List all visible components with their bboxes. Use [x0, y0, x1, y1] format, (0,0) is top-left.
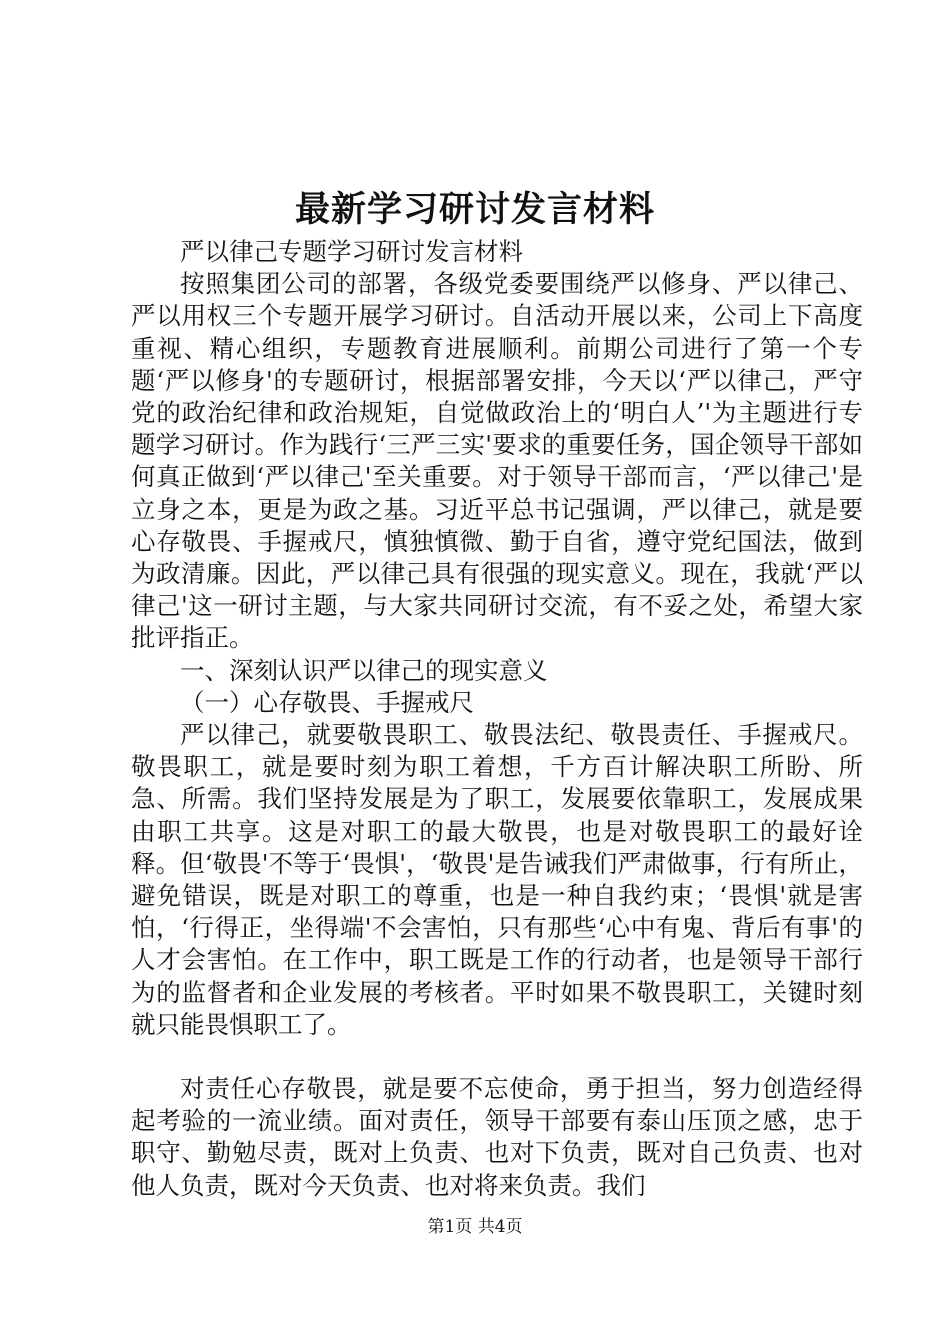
document-body [131, 236, 863, 1202]
body-paragraph: 按照集团公司的部署，各级党委要围绕严以修身、严以律己、严以用权三个专题开展学习研讨。自活动开展以来，公司上下高度重视、精心组织，专题教育进展顺利。前期公司进行了第一个专题‘严以修身'的专题研讨，根据部署安排，今天以‘严以律己，严守党的政治纪律和政治规矩，自觉做政治上的‘明白人’'为主题进行专题学习研讨。作为践行‘三严三实'要求的重要任务，国企领导干部如何真正做到‘严以律己'至关重要。对于领导干部而言，‘严以律己'是立身之本，更是为政之基。习近平总书记强调，严以律己，就是要心存敬畏、手握戒尺，慎独慎微、勤于自省，遵守党纪国法，做到为政清廉。因此，严以律己具有很强的现实意义。现在，我就‘严以律己'这一研讨主题，与大家共同研讨交流，有不妥之处，希望大家批评指正。 [131, 269, 863, 653]
document-title: 最新学习研讨发言材料 [294, 189, 655, 230]
body-paragraph: 对责任心存敬畏，就是要不忘使命，勇于担当，努力创造经得起考验的一流业绩。面对责任，领导干部要有泰山压顶之感，忠于职守、勤勉尽责，既对上负责、也对下负责，既对自己负责、也对他人负责，既对今天负责、也对将来负责。我们 [131, 1074, 863, 1200]
subtitle-paragraph: 严以律己专题学习研讨发言材料 [180, 237, 523, 266]
page-footer: 第1页 共4页 [427, 1217, 523, 1237]
subsection-heading: （一）心存敬畏、手握戒尺 [180, 687, 474, 717]
body-paragraph: 严以律己，就要敬畏职工、敬畏法纪、敬畏责任、手握戒尺。敬畏职工，就是要时刻为职工着想，千方百计解决职工所盼、所急、所需。我们坚持发展是为了职工，发展要依靠职工，发展成果由职工共享。这是对职工的最大敬畏，也是对敬畏职工的最好诠释。但‘敬畏'不等于‘畏惧'，‘敬畏'是告诫我们严肃做事，行有所止，避免错误，既是对职工的尊重，也是一种自我约束；‘畏惧'就是害怕，‘行得正，坐得端'不会害怕，只有那些‘心中有鬼、背后有事'的人才会害怕。在工作中，职工既是工作的行动者，也是领导干部行为的监督者和企业发展的考核者。平时如果不敬畏职工，关键时刻就只能畏惧职工了。 [131, 720, 863, 1039]
section-heading: 一、深刻认识严以律己的现实意义 [180, 655, 548, 685]
